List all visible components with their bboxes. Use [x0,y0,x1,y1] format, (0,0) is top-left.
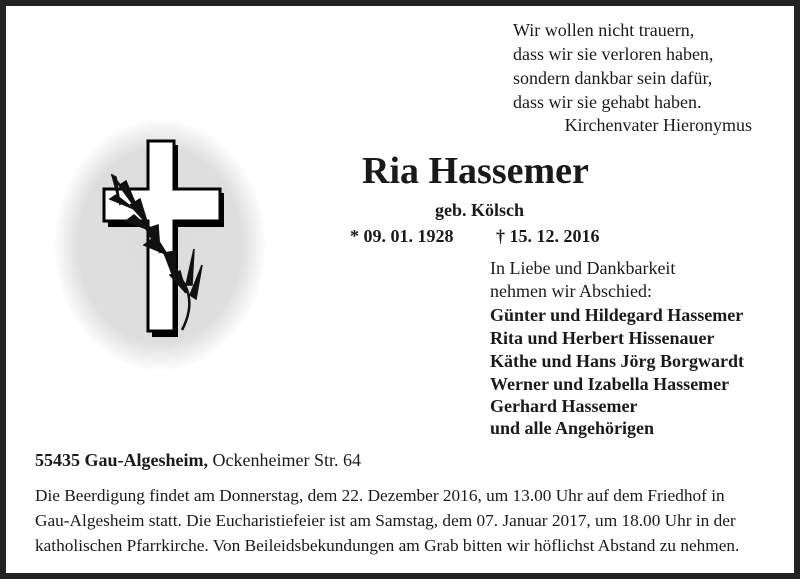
funeral-text: katholischen Pfarrkirche. Von Beileidsbekundungen am Grab bitten wir höflichst Abstand zu nehmen. [35,536,740,555]
mourners-intro: In Liebe und Dankbarkeit [490,258,676,278]
funeral-text: Gau-Algesheim statt. Die Eucharistiefeier ist am Samstag, dem 07. Januar 2017, um 18.00 Uhr in der [35,511,736,530]
mourner-name: und alle Angehörigen [490,418,655,438]
death-date: † 15. 12. 2016 [496,226,600,246]
mourner-name: Rita und Herbert Hissenauer [490,328,715,348]
cross-icon [90,135,230,345]
funeral-text: Die Beerdigung findet am Donnerstag, dem 22. Dezember 2016, um 13.00 Uhr auf dem Friedhof in [35,486,725,505]
quote-line: dass wir sie gehabt haben. [513,92,702,112]
mourner-name: Käthe und Hans Jörg Borgwardt [490,351,745,371]
quote-author: Kirchenvater Hieronymus [564,115,752,135]
deceased-name: Ria Hassemer [362,150,589,192]
address [35,450,361,470]
address-city: 55435 Gau-Algesheim, [35,450,208,470]
mourners-intro: nehmen wir Abschied: [490,281,652,301]
quote-line: dass wir sie verloren haben, [513,44,714,64]
address-street: Ockenheimer Str. 64 [212,450,361,470]
quote-line: sondern dankbar sein dafür, [513,68,713,88]
quote-line: Wir wollen nicht trauern, [513,20,695,40]
mourner-name: Gerhard Hassemer [490,396,638,416]
birth-name: geb. Kölsch [435,200,525,220]
mourner-name: Werner und Izabella Hassemer [490,374,730,394]
birth-date: * 09. 01. 1928 [350,226,454,246]
mourner-name: Günter und Hildegard Hassemer [490,305,744,325]
